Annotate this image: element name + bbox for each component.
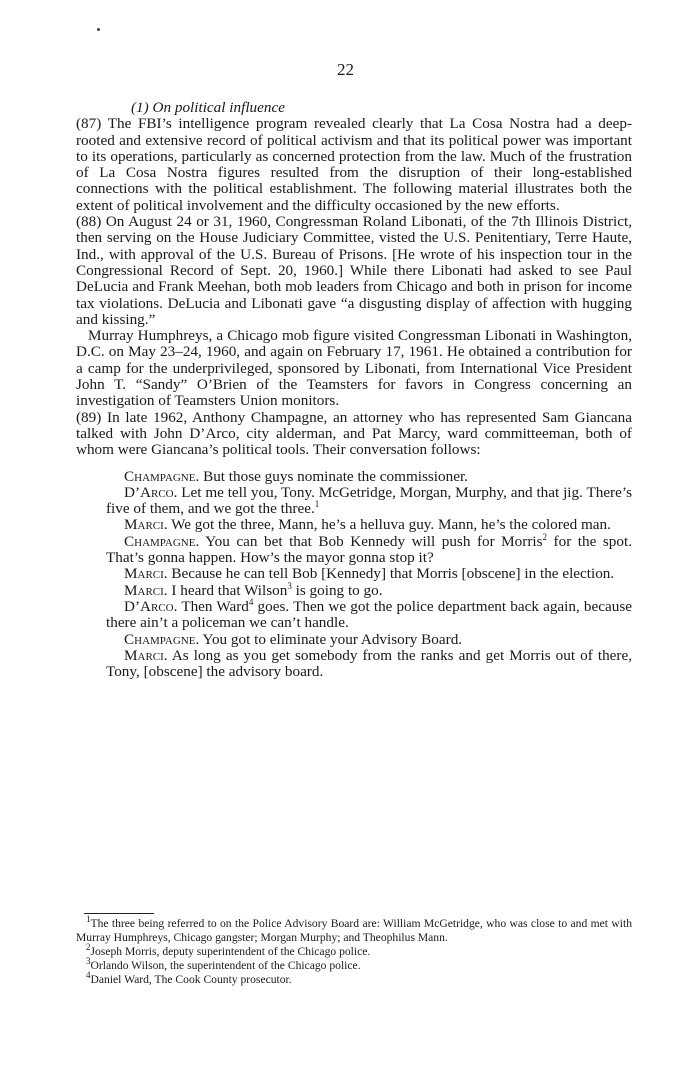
dialogue-block <box>106 469 632 681</box>
dialogue-text: is going to go. <box>291 581 383 599</box>
dialogue-speaker: D’Arco. <box>124 483 178 501</box>
dialogue-speaker: Marci. <box>124 516 168 534</box>
dialogue-text: You got to eliminate your Advisory Board. <box>202 630 463 648</box>
footnote-ref: 4 <box>248 596 254 607</box>
dialogue-line <box>106 596 632 632</box>
dialogue-speaker: Marci. <box>124 646 168 664</box>
dialogue-text: Then Ward <box>181 597 249 615</box>
dialogue-text: But those guys nominate the commissioner. <box>203 467 468 485</box>
paragraph-87 <box>76 116 632 214</box>
dialogue-text: for the spot. That’s gonna happen. How’s the mayor gonna stop it? <box>106 532 632 567</box>
page-number: 22 <box>337 60 354 79</box>
footnote <box>76 942 632 959</box>
dialogue-text: As long as you get somebody from the ranks and get Morris out of there, Tony, [obscene] the advisory board. <box>106 646 632 681</box>
footnote-ref: 3 <box>287 580 292 591</box>
dialogue-speaker: Marci. <box>124 565 168 583</box>
footnote-text: Orlando Wilson, the superintendent of the Chicago police. <box>90 959 361 972</box>
paragraph-89 <box>76 410 632 459</box>
dialogue-text: I heard that Wilson <box>171 581 288 599</box>
dialogue-text: Because he can tell Bob [Kennedy] that Morris [obscene] in the election. <box>171 565 615 583</box>
paragraph-number: (89) <box>76 408 102 426</box>
dialogue-line <box>106 566 632 582</box>
footnotes <box>76 914 632 987</box>
paragraph-number: (87) <box>76 115 102 133</box>
paragraph-88 <box>76 214 632 328</box>
footnote <box>76 970 632 987</box>
footnote-mark: 1 <box>86 914 91 925</box>
footnote-ref: 1 <box>314 499 320 510</box>
paragraph-humphreys <box>76 328 632 409</box>
footnote-text: The three being referred to on the Police Advisory Board are: William McGetridge, who was close to and met with Murray Humphreys, Chicago gangster; Morgan Murphy; and Theophilus Mann. <box>76 917 632 944</box>
section-heading: (1) On political influence <box>131 99 285 116</box>
dialogue-line <box>106 517 632 533</box>
footnote-text: Joseph Morris, deputy superintendent of the Chicago police. <box>90 945 371 958</box>
dialogue-text: Let me tell you, Tony. McGetridge, Morgan, Murphy, and that jig. There’s five of them, and we got the three. <box>106 483 632 518</box>
dialogue-text: goes. Then we got the police department back again, because there ain’t a policeman we can’t handle. <box>106 597 632 632</box>
body-text <box>76 100 632 680</box>
dialogue-line <box>106 648 632 681</box>
footnote-mark: 4 <box>86 970 91 981</box>
footnote-ref: 2 <box>542 531 548 542</box>
footnote-mark: 2 <box>86 942 91 953</box>
footnote-text: Daniel Ward, The Cook County prosecutor. <box>90 973 292 986</box>
dialogue-speaker: Champagne. <box>124 467 200 485</box>
dialogue-line <box>106 580 632 599</box>
paragraph-text: On August 24 or 31, 1960, Congressman Roland Libonati, of the 7th Illinois District, then serving on the House Judiciary Committee, visted the U.S. Penitentiary, Terre Haute, Ind., with approval of the U.S. Bureau of Prisons. [He wrote of his inspection tour in the Congressional Record of Sept. 20, 1960.] While there Libonati had asked to see Paul DeLucia and Frank Meehan, both mob leaders from Chicago and both in prison for income tax violations. DeLucia and Libonati gave “a disgusting display of affection with hugging and kissing.” <box>76 213 633 328</box>
footnote-mark: 3 <box>86 956 91 967</box>
paragraph-number: (88) <box>76 213 102 231</box>
dialogue-text: You can bet that Bob Kennedy will push for Morris <box>205 532 543 550</box>
dialogue-line <box>106 632 632 648</box>
footnote <box>76 956 632 973</box>
dialogue-text: We got the three, Mann, he’s a helluva guy. Mann, he’s the colored man. <box>171 516 611 534</box>
dialogue-speaker: Marci. <box>124 581 168 599</box>
dialogue-line <box>106 485 632 518</box>
dialogue-line <box>106 531 632 567</box>
paragraph-text: The FBI’s intelligence program revealed clearly that La Cosa Nostra had a deep-rooted and extensive record of political activism and that its political power was important to its operations, particularly as concerned protection from the law. Much of the frustration of La Cosa Nostra figures resulted from the disruption of their long-established connections with the political establishment. The following material illustrates both the extent of political involvement and the difficulty occasioned by the new efforts. <box>76 115 632 214</box>
dialogue-line <box>106 469 632 485</box>
paragraph-text: Murray Humphreys, a Chicago mob figure visited Congressman Libonati in Washington, D.C. on May 23–24, 1960, and again on February 17, 1961. He obtained a contribution for a camp for the underprivileged, sponsored by Libonati, from International Vice President John T. “Sandy” O’Brien of the Teamsters for favors in Congress concerning an investigation of Teamsters Union monitors. <box>76 327 632 410</box>
dialogue-speaker: Champagne. <box>124 630 200 648</box>
dialogue-speaker: D’Arco. <box>124 597 178 615</box>
dialogue-speaker: Champagne. <box>124 532 200 550</box>
footnote <box>76 914 632 945</box>
paragraph-text: In late 1962, Anthony Champagne, an attorney who has represented Sam Giancana talked with John D’Arco, city alderman, and Pat Marcy, ward committeeman, both of whom were Giancana’s political tools. Their conversation follows: <box>76 408 633 459</box>
stray-mark <box>97 28 100 31</box>
footnote-divider <box>84 913 154 914</box>
